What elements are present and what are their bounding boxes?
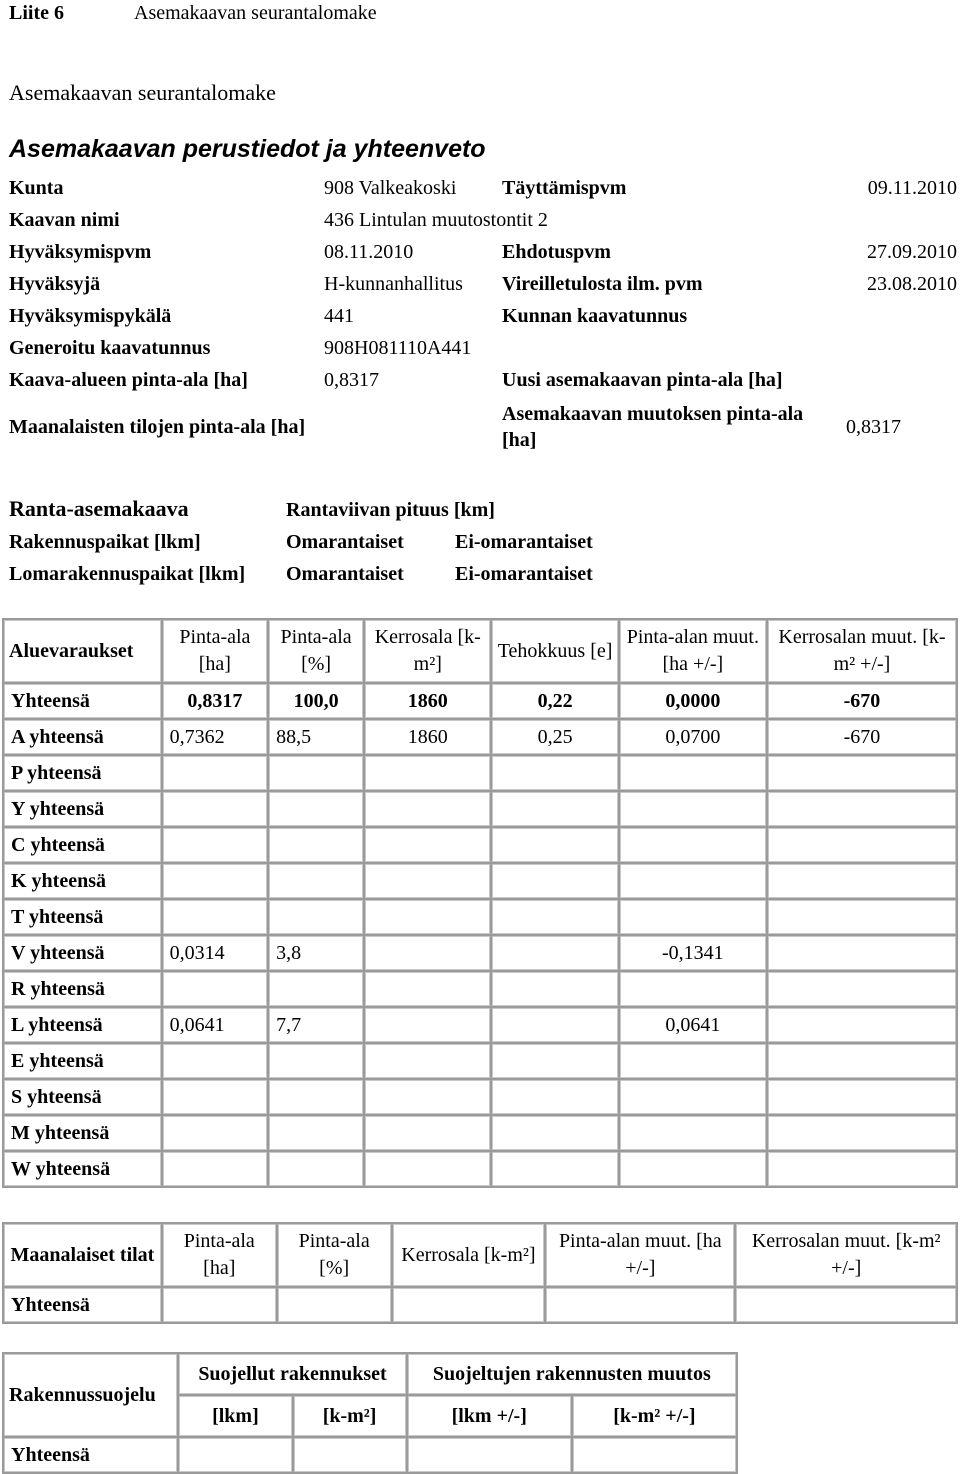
col-header: Pinta-ala [%] — [278, 1224, 391, 1286]
table-cell — [492, 1152, 617, 1186]
table-cell — [163, 1080, 267, 1114]
table-row — [4, 720, 956, 754]
table-row — [4, 1288, 956, 1322]
col-header: Pinta-alan muut. [ha +/-] — [546, 1224, 734, 1286]
table-cell — [768, 936, 956, 970]
table-cell — [768, 1044, 956, 1078]
aluevaraukset-table — [2, 618, 958, 1188]
col-header: Tehokkuus [e] — [492, 620, 617, 682]
rantaviiva-label: Rantaviivan pituus [km] — [286, 499, 495, 521]
col-header: [lkm] — [179, 1396, 291, 1436]
table-cell — [492, 792, 617, 826]
row-label: P yhteensä — [4, 756, 161, 790]
header-title: Asemakaavan seurantalomake — [134, 2, 377, 24]
table-cell — [269, 828, 363, 862]
table-cell: -670 — [768, 684, 956, 718]
table-cell — [492, 972, 617, 1006]
row-label: Yhteensä — [4, 1288, 161, 1322]
pykala-value: 441 — [324, 304, 354, 327]
table-cell: 1860 — [365, 720, 490, 754]
table-cell: 0,0700 — [620, 720, 766, 754]
table-cell: -0,1341 — [620, 936, 766, 970]
maanalaiset-table — [2, 1222, 958, 1324]
vireille-value: 23.08.2010 — [867, 272, 957, 295]
table-cell: 0,7362 — [163, 720, 267, 754]
table-cell — [620, 864, 766, 898]
table-cell — [492, 1008, 617, 1042]
muutos-value: 0,8317 — [846, 415, 901, 438]
col-header: Suojeltujen rakennusten muutos — [408, 1354, 736, 1394]
hyvaksymispvm-value: 08.11.2010 — [324, 240, 414, 263]
row-label: Yhteensä — [4, 1438, 177, 1472]
table-cell — [393, 1288, 545, 1322]
table-cell — [163, 828, 267, 862]
table-cell — [365, 756, 490, 790]
table-cell: 88,5 — [269, 720, 363, 754]
table-cell: 0,0641 — [163, 1008, 267, 1042]
kunta-label: Kunta — [9, 176, 64, 199]
form-title: Asemakaavan seurantalomake — [9, 80, 276, 105]
alue-value: 0,8317 — [324, 368, 379, 391]
table-row — [4, 828, 956, 862]
kunnan-tunnus-label: Kunnan kaavatunnus — [502, 304, 688, 327]
row-label: W yhteensä — [4, 1152, 161, 1186]
col-header: Pinta-ala [%] — [269, 620, 363, 682]
row-label: Yhteensä — [4, 684, 161, 718]
lomarakennuspaikat-omarantaiset: Omarantaiset — [286, 563, 404, 585]
table-cell — [163, 972, 267, 1006]
row-label: A yhteensä — [4, 720, 161, 754]
table-cell: 7,7 — [269, 1008, 363, 1042]
col-header: Pinta-ala [ha] — [163, 620, 267, 682]
kunnan-tunnus-value — [838, 300, 957, 332]
table-cell — [269, 1152, 363, 1186]
table-cell — [269, 900, 363, 934]
row-label: E yhteensä — [4, 1044, 161, 1078]
kunta-value: 908 Valkeakoski — [324, 176, 457, 199]
table-cell — [768, 1080, 956, 1114]
table-row — [4, 756, 956, 790]
table-cell — [620, 756, 766, 790]
table-cell — [492, 900, 617, 934]
row-label: C yhteensä — [4, 828, 161, 862]
table-cell — [163, 900, 267, 934]
kaavan-nimi-value: 436 Lintulan muutostontit 2 — [324, 208, 548, 231]
table-cell — [365, 972, 490, 1006]
col-header: Rakennussuojelu — [4, 1354, 177, 1436]
col-header: Kerrosalan muut. [k-m² +/-] — [736, 1224, 956, 1286]
col-header: [k-m² +/-] — [573, 1396, 736, 1436]
table-cell — [620, 792, 766, 826]
ehdotuspvm-label: Ehdotuspvm — [502, 240, 611, 263]
table-cell — [269, 1080, 363, 1114]
table-cell — [768, 1008, 956, 1042]
table-cell — [768, 756, 956, 790]
maanalaiset-label: Maanalaisten tilojen pinta-ala [ha] — [9, 416, 306, 438]
table-cell — [620, 828, 766, 862]
table-row — [4, 864, 956, 898]
col-header: Kerrosala [k-m²] — [393, 1224, 545, 1286]
rakennussuojelu-table — [2, 1352, 738, 1474]
uusi-label: Uusi asemakaavan pinta-ala [ha] — [502, 368, 783, 391]
row-label: V yhteensä — [4, 936, 161, 970]
table-cell — [768, 1116, 956, 1150]
table-cell: -670 — [768, 720, 956, 754]
table-row — [4, 792, 956, 826]
tayttamispvm-value: 09.11.2010 — [867, 176, 957, 199]
rakennuspaikat-omarantaiset: Omarantaiset — [286, 531, 404, 553]
table-cell — [163, 864, 267, 898]
table-cell — [492, 756, 617, 790]
lomarakennuspaikat-ei-omarantaiset: Ei-omarantaiset — [455, 563, 593, 585]
table-cell — [278, 1288, 391, 1322]
col-header: Kerrosala [k-m²] — [365, 620, 490, 682]
rakennuspaikat-ei-omarantaiset: Ei-omarantaiset — [455, 531, 593, 553]
table-cell: 0,8317 — [163, 684, 267, 718]
col-header: Pinta-ala [ha] — [163, 1224, 276, 1286]
row-label: Y yhteensä — [4, 792, 161, 826]
table-cell — [365, 1152, 490, 1186]
table-row — [4, 936, 956, 970]
table-cell — [492, 1116, 617, 1150]
table-cell — [163, 792, 267, 826]
col-header: Kerrosalan muut. [k-m² +/-] — [768, 620, 956, 682]
table-cell: 1860 — [365, 684, 490, 718]
row-label: L yhteensä — [4, 1008, 161, 1042]
table-cell — [620, 1044, 766, 1078]
table-cell: 3,8 — [269, 936, 363, 970]
table-row — [4, 1080, 956, 1114]
row-label: R yhteensä — [4, 972, 161, 1006]
table-cell — [365, 936, 490, 970]
table-row — [4, 1116, 956, 1150]
col-header: Pinta-alan muut. [ha +/-] — [620, 620, 766, 682]
table-cell — [163, 1116, 267, 1150]
row-label: S yhteensä — [4, 1080, 161, 1114]
col-header: [k-m²] — [294, 1396, 406, 1436]
table-cell — [492, 1044, 617, 1078]
table-cell — [269, 756, 363, 790]
table-cell — [269, 792, 363, 826]
table-cell — [492, 828, 617, 862]
table-cell — [163, 1288, 276, 1322]
table-row — [4, 900, 956, 934]
table-cell — [768, 864, 956, 898]
table-row — [4, 1152, 956, 1186]
table-cell — [365, 1080, 490, 1114]
table-cell — [365, 1008, 490, 1042]
col-header: Suojellut rakennukset — [179, 1354, 405, 1394]
appendix-label: Liite 6 — [9, 2, 64, 24]
hyvaksymispvm-label: Hyväksymispvm — [9, 240, 152, 263]
table-cell — [365, 900, 490, 934]
table-cell: 0,0641 — [620, 1008, 766, 1042]
row-label: K yhteensä — [4, 864, 161, 898]
maanalaiset-value — [324, 396, 502, 458]
table-cell — [163, 1152, 267, 1186]
uusi-value — [838, 364, 957, 396]
table-cell — [768, 828, 956, 862]
table-cell — [546, 1288, 734, 1322]
col-header: Maanalaiset tilat — [4, 1224, 161, 1286]
table-cell: 0,0000 — [620, 684, 766, 718]
table-cell — [768, 972, 956, 1006]
muutos-label: Asemakaavan muutoksen pinta-ala [ha] — [502, 403, 804, 451]
table-cell — [365, 828, 490, 862]
ranta-title: Ranta-asemakaava — [9, 496, 189, 521]
tayttamispvm-label: Täyttämispvm — [502, 176, 627, 199]
table-cell — [620, 1152, 766, 1186]
ehdotuspvm-value: 27.09.2010 — [867, 240, 957, 263]
pykala-label: Hyväksymispykälä — [9, 304, 172, 327]
basic-info-table — [9, 172, 957, 458]
table-cell — [269, 1044, 363, 1078]
lomarakennuspaikat-label: Lomarakennuspaikat [lkm] — [9, 563, 246, 585]
table-cell — [492, 1080, 617, 1114]
table-row — [4, 684, 956, 718]
table-cell — [768, 1152, 956, 1186]
table-cell — [620, 900, 766, 934]
table-cell — [163, 1044, 267, 1078]
generoitu-label: Generoitu kaavatunnus — [9, 336, 211, 359]
hyvaksyja-label: Hyväksyjä — [9, 272, 101, 295]
vireille-label: Vireilletulosta ilm. pvm — [502, 272, 703, 295]
col-header: Aluevaraukset — [4, 620, 161, 682]
table-cell: 100,0 — [269, 684, 363, 718]
table-cell — [620, 1080, 766, 1114]
table-cell — [492, 864, 617, 898]
table-cell: 0,25 — [492, 720, 617, 754]
table-row — [4, 972, 956, 1006]
table-row — [4, 1044, 956, 1078]
table-cell — [620, 972, 766, 1006]
table-row — [4, 1008, 956, 1042]
table-cell — [768, 792, 956, 826]
hyvaksyja-value: H-kunnanhallitus — [324, 272, 463, 295]
table-cell — [768, 900, 956, 934]
table-cell: 0,22 — [492, 684, 617, 718]
col-header: [lkm +/-] — [408, 1396, 571, 1436]
table-cell — [365, 792, 490, 826]
table-cell: 0,0314 — [163, 936, 267, 970]
table-cell — [269, 864, 363, 898]
main-heading: Asemakaavan perustiedot ja yhteenveto — [9, 135, 486, 163]
table-cell — [736, 1288, 956, 1322]
alue-label: Kaava-alueen pinta-ala [ha] — [9, 368, 248, 391]
rakennuspaikat-label: Rakennuspaikat [lkm] — [9, 531, 201, 553]
table-cell — [365, 1116, 490, 1150]
table-cell — [365, 864, 490, 898]
table-cell — [269, 1116, 363, 1150]
table-cell — [620, 1116, 766, 1150]
table-cell — [163, 756, 267, 790]
table-cell — [365, 1044, 490, 1078]
kaavan-nimi-label: Kaavan nimi — [9, 208, 120, 231]
generoitu-value: 908H081110A441 — [324, 336, 472, 359]
table-cell — [492, 936, 617, 970]
table-cell — [269, 972, 363, 1006]
row-label: T yhteensä — [4, 900, 161, 934]
row-label: M yhteensä — [4, 1116, 161, 1150]
